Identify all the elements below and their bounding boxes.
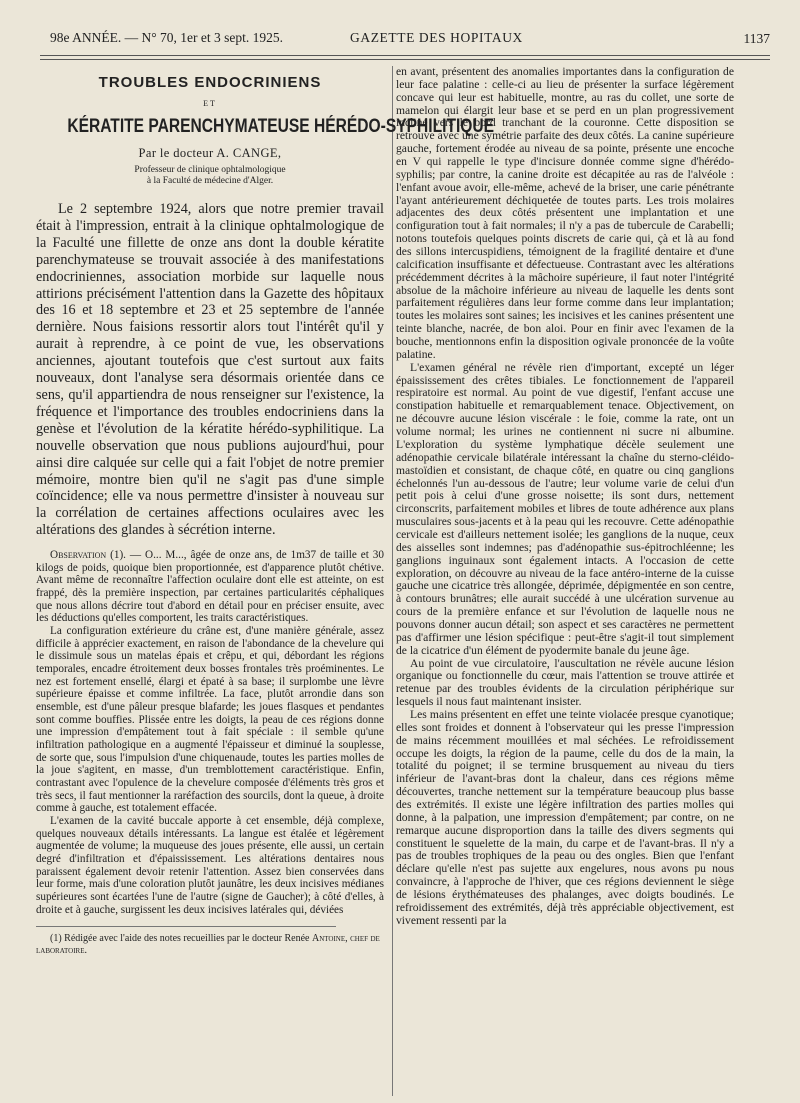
journal-title: GAZETTE DES HOPITAUX: [350, 30, 523, 45]
page-header: [40, 26, 770, 52]
observation-text: (1). — O... M..., âgée de onze ans, de 1m37 de taille et 30 kilogs de poids, quoique bien proportionnée, est d'apparence plutôt chétive. Avant même de reconnaître l'affection oculaire dont elle est atteinte, on est frappé, dès la première inspection, par certaines particularités céphaliques que nous allons décrire tout d'abord en détail pour en préciser ensuite, avec les déductions qu'elles comportent, les traits caractéristiques.: [36, 549, 384, 625]
footnote-rule: [36, 926, 336, 927]
footnote-text: (1) Rédigée avec l'aide des notes recueillies par le docteur Renée: [50, 933, 310, 945]
left-column: [36, 66, 495, 956]
page-number: 1137: [743, 31, 770, 46]
observation-paragraph: [36, 549, 384, 625]
affiliation-line: Professeur de clinique ophtalmologique: [134, 165, 286, 175]
intro-paragraph: Le 2 septembre 1924, alors que notre premier travail était à l'impression, entrait à la clinique ophtalmologique de la Faculté une fillette de onze ans dont la double kératite parenchymateuse se trouvait associée à des manifestations endocriniennes, association morbide sur laquelle nous attirions précisément l'attention dans la Gazette des hôpitaux des 16 et 18 septembre et 23 et 25 septembre de l'année dernière. Nous faisions ressortir alors tout l'intérêt qu'il y aurait à reprendre, à ce point de vue, les observations anciennes, ajoutant toutefois que c'est surtout aux faits nouveaux, dont l'analyse sera désormais orientée dans ce sens, qu'il appartiendra de nous renseigner sur l'existence, la fréquence et l'importance des troubles endocriniens dans la genèse et l'évolution de la kératite hérédo-syphilitique. La nouvelle observation que nous publions aujourd'hui, pour ainsi dire calquée sur celle qui a fait l'objet de notre premier mémoire, montre bien qu'il ne s'agit pas d'une simple coïncidence; elle va nous permettre d'insister à nouveau sur la corrélation de certaines affections oculaires avec les altérations des glandes à sécrétion interne.: [36, 201, 384, 539]
article-title-main: KÉRATITE PARENCHYMATEUSE HÉRÉDO-SYPHILITIQUE: [67, 116, 495, 137]
right-column: [396, 66, 734, 928]
body-paragraph: en avant, présentent des anomalies importantes dans la configuration de leur face palatine : celle-ci au lieu de présenter la surface légèrement concave qui leur est habituelle, montre, au ras du collet, une sorte de mamelon qui élargit leur base et se perd en un plan progressivement incliné vers le bord tranchant de la couronne. Cette disposition se retrouve avec une symétrie parfaite des deux côtés. La canine supérieure gauche, fortement érodée au niveau de sa pointe, présente une encoche en V qui rappelle le type d'incisure donnée comme signe d'hérédo-syphilis; par contre, la canine droite est décapitée au ras de l'alvéole : l'enfant avoue avoir, elle-même, achevé de la briser, une carie pénétrante l'ayant antérieurement déchiquetée de toutes parts. Les trois molaires adjacentes des deux côtés présentent une implantation et une configuration tout à fait normales; il n'y a pas de tubercule de Carabelli; notons toutefois quelques points discrets de carie qui, çà et là au fond des sillons intercuspidiens, témoignent de la fragilité dentaire et d'une calcification insuffisante et défectueuse. Contrastant avec les altérations précédemment décrites à la mâchoire supérieure, il faut noter l'intégrité absolue de la mâchoire inférieure au niveau de laquelle les dents sont parfaitement régulières dans leur forme comme dans leur implantation; toutes les molaires sont saines; les incisives et les canines présentent une teinte blanche, nacrée, de bon aloi. Pour en finir avec l'examen de la bouche, mentionnons enfin la disposition ogivale prononcée de la voûte palatine.: [396, 65, 734, 361]
header-rule: [40, 55, 770, 56]
footnote: [36, 933, 384, 956]
body-paragraph: Les mains présentent en effet une teinte violacée presque cyanotique; elles sont froides et donnent à l'observateur qui les presse l'impression de mains récemment mouillées et mal séchées. Le refroidissement occupe les doigts, la région de la paume, celle du dos de la main, la totalité du poignet; il se termine brusquement au niveau du tiers inférieur de l'avant-bras dont la chaleur, dans ces régions même découvertes, tranche nettement sur la température beaucoup plus basse des extrémités. Il existe une légère infiltration des parties molles qui donne, à la palpation, une impression d'empâtement; par contre, on ne remarque aucune disproportion dans la taille des divers segments qui constituent le squelette de la main, du carpe et de l'avant-bras. Il n'y a pas de troubles trophiques de la peau ou des ongles. Bien que l'enfant déclare qu'elle n'est pas sujette aux engelures, nous avons pu nous convaincre, à l'approche de l'hiver, que ces régions deviennent le siège de lésions érythémateuses des phalanges, avec doigts boudinés. Le refroidissement des extrémités, déjà très appréciable objectivement, est vivement ressenti par la: [396, 707, 734, 927]
author-line: Par le docteur A. CANGE,: [138, 146, 282, 160]
footnote-text-cont: Antoine, chef de laboratoire.: [36, 933, 380, 956]
body-paragraph: L'examen de la cavité buccale apporte à cet ensemble, déjà complexe, quelques nouveaux détails intéressants. La langue est étalée et légèrement augmentée de volume; la muqueuse des joues présente, elle aussi, un certain degré d'infiltration et d'épaississement. Les altérations dentaires nous paraissent également devoir retenir l'attention. Assez bien conservées dans leur forme, mais d'une coloration plutôt jaunâtre, les deux incisives médianes supérieures sont écartées l'une de l'autre (signe de Gaucher); à côté d'elles, à droite et à gauche, surgissent les deux incisives latérales qui, déviées: [36, 814, 384, 916]
observation-label: Observation: [50, 549, 107, 562]
affiliation-line: à la Faculté de médecine d'Alger.: [146, 176, 274, 186]
body-paragraph: La configuration extérieure du crâne est, d'une manière générale, assez difficile à apprécier exactement, en raison de l'abondance de la chevelure qui le dissimule sous un matelas épais et crêpu, et qui, débordant les régions temporales, encadre étroitement deux bosses frontales très proéminentes. Le nez est fortement ensellé, élargi et épaté à sa base; il surplombe une lèvre supérieure épaisse et comme infiltrée. La face, plutôt arrondie dans son ensemble, est d'une pâleur presque blafarde; les joues flasques et pendantes sont comme bouffies. Plissée entre les doigts, la peau de ces régions donne une impression d'empâtement tout à fait spéciale : il semble qu'une infiltration pathologique en a augmenté l'épaisseur et diminué la souplesse, de sorte que, sous l'impulsion d'une chiquenaude, toutes les parties molles de la joue s'agitent, en masse, d'un tremblottement caractéristique. Enfin, contrastant avec l'opulence de la chevelure composée d'éléments très gros et très secs, il faut mentionner la raréfaction des sourcils, dont la queue, à droite comme à gauche, est totalement effacée.: [36, 625, 384, 815]
header-rule-double: [40, 59, 770, 60]
body-paragraph: Au point de vue circulatoire, l'auscultation ne révèle aucune lésion organique ou fonctionnelle du cœur, mais l'attention se trouve attirée et retenue par des troubles évidents de la circulation périphérique sur lesquels il nous faut maintenant insister.: [396, 656, 734, 709]
issue-info: 98e ANNÉE. — N° 70, 1er et 3 sept. 1925.: [50, 30, 283, 45]
author-affiliation: [36, 165, 384, 187]
article-title-et: ET: [203, 99, 217, 108]
column-divider: [392, 66, 393, 1096]
article-title-top: TROUBLES ENDOCRINIENS: [98, 74, 322, 91]
body-paragraph: L'examen général ne révèle rien d'important, excepté un léger épaississement des crêtes tibiales. Le fonctionnement de l'appareil respiratoire est normal. Au point de vue digestif, l'enfant accuse une constipation habituelle et remarquablement tenace. Objectivement, on ne découvre aucune lésion viscérale : le foie, comme la rate, ont un volume normal; les urines ne contiennent ni sucre ni albumine. L'exploration du système lymphatique décèle seulement une adénopathie cervicale bilatérale intéressant la chaîne du sterno-cléido-mastoïdien et consistant, de chaque côté, en quatre ou cinq ganglions échelonnés l'un au-dessous de l'autre; leur volume varie de celui d'un petit pois à celui d'une grosse noisette; ils sont durs, nettement circonscrits, parfaitement mobiles et libres de toute adhérence aux plans musculaires sous-jacents et à la peau qui les recouvre. Cette adénopathie cervicale est d'ailleurs nettement isolée; les ganglions de la nuque, ceux des aisselles sont indemnes; pas d'adénopathie sus-épitrochléenne; les ganglions inguinaux sont également intacts. A l'occasion de cette exploration, on découvre au niveau de la face antéro-interne de la cuisse gauche une cicatrice très allongée, déprimée, dépigmentée en son centre, à contours brunâtres; elle aurait succédé à une ulcération survenue au cours de la première enfance et sur l'évolution de laquelle nous ne pouvons donner aucun détail; son aspect et ses caractères ne permettent pas d'affirmer une lésion spécifique : peut-être s'agit-il tout simplement de la cicatrice d'un élément de pyodermite banale du jeune âge.: [396, 360, 734, 657]
